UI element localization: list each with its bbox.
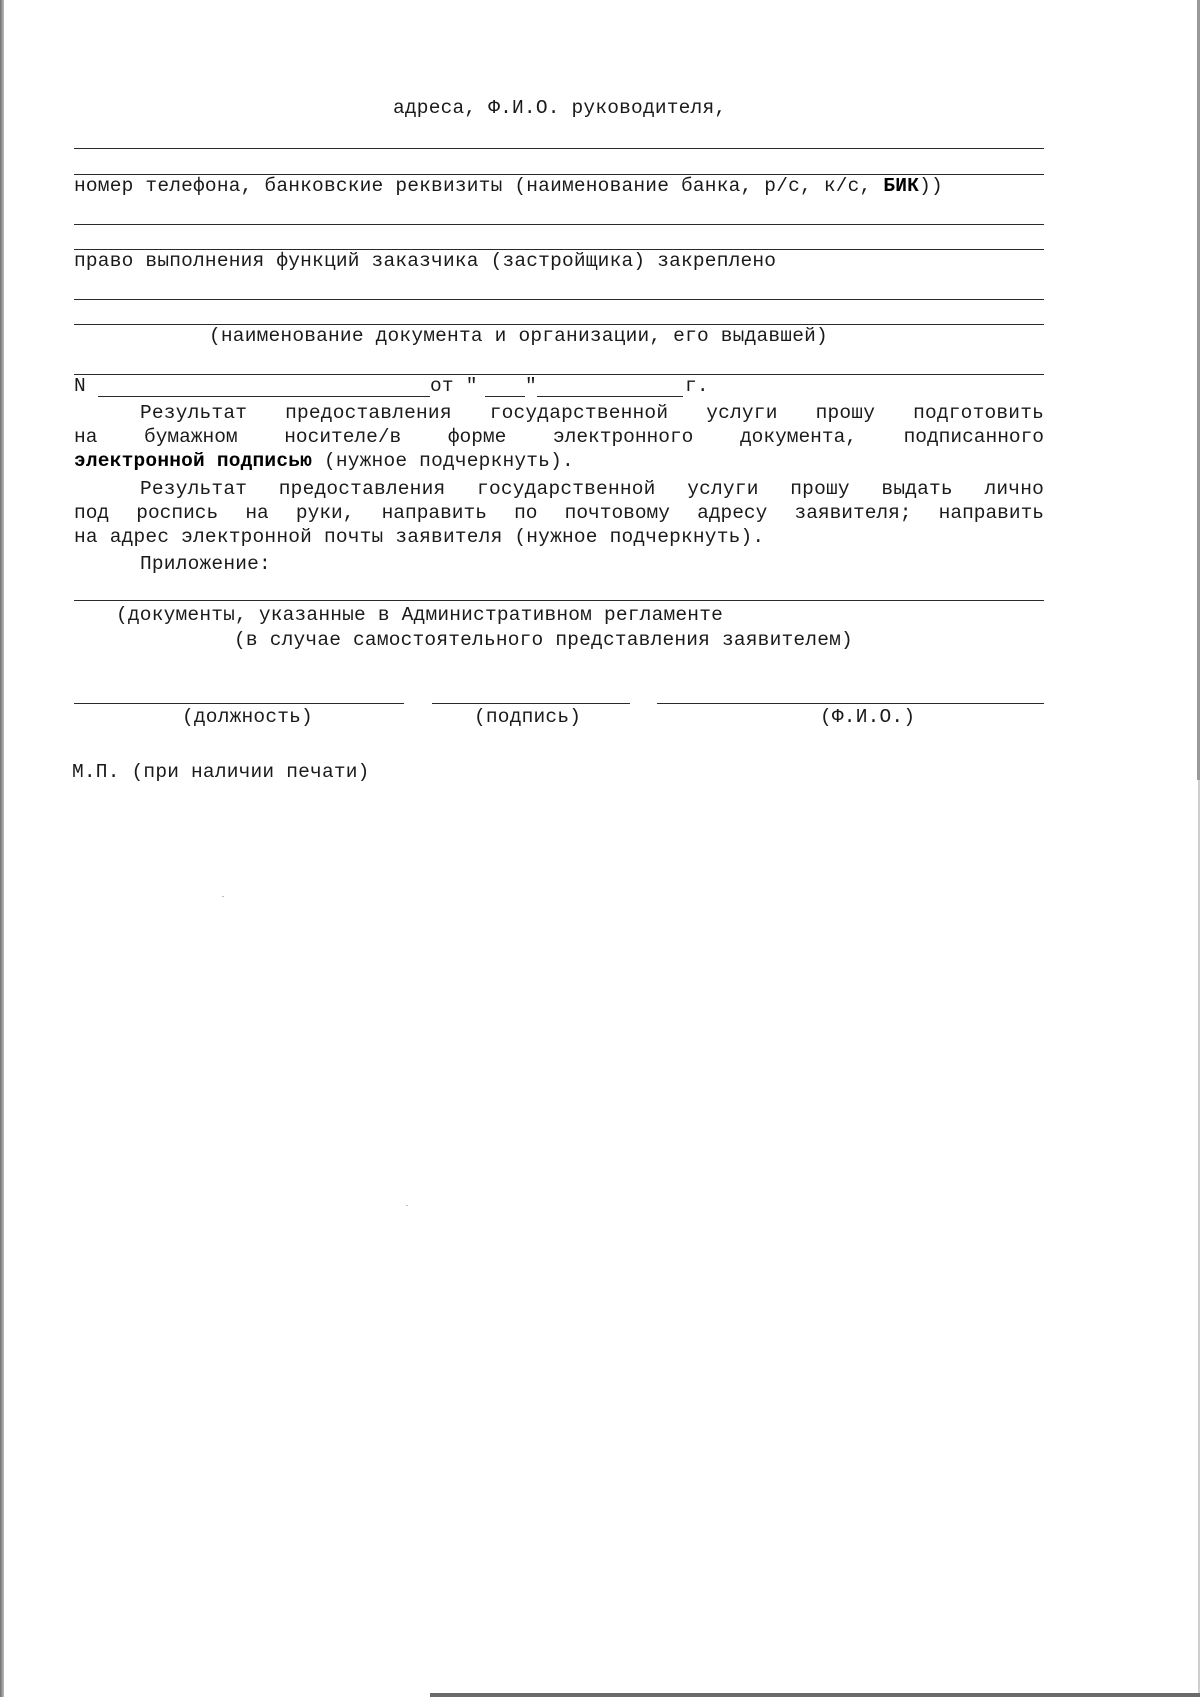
- number-prefix: N: [74, 375, 86, 397]
- year-suffix: г.: [685, 375, 709, 397]
- month-field-line: [537, 396, 683, 397]
- phone-bank-text: номер телефона, банковские реквизиты (наименование банка, р/с, к/с,: [74, 175, 884, 197]
- blank-line-7: [74, 374, 1044, 375]
- stamp-label: М.П. (при наличии печати): [72, 761, 370, 783]
- p1-line1: Результат предоставления государственной услуги прошу подготовить: [140, 402, 1044, 424]
- phone-bank-label: [74, 175, 943, 198]
- position-hint: (должность): [182, 706, 313, 728]
- blank-line-5: [74, 299, 1044, 300]
- signature-hint: (подпись): [474, 706, 582, 728]
- signature-line: [432, 703, 630, 704]
- phone-bank-end: )): [919, 175, 943, 197]
- p2-line1: Результат предоставления государственной услуги прошу выдать лично: [140, 478, 1044, 500]
- blank-line-1: [74, 148, 1044, 149]
- p1-line3-rest: (нужное подчеркнуть).: [312, 450, 574, 472]
- position-line: [74, 703, 404, 704]
- scan-speck: [406, 1205, 408, 1206]
- p2-line1-wrap: [140, 478, 1044, 501]
- p2-line2: под роспись на руки, направить по почтовому адресу заявителя; направить: [74, 502, 1044, 524]
- fio-line: [657, 703, 1044, 704]
- electronic-signature-label: электронной подписью: [74, 450, 313, 472]
- day-field-line: [485, 396, 525, 397]
- scan-edge-left: [0, 0, 4, 1697]
- p1-line2: на бумажном носителе/в форме электронного документа, подписанного: [74, 426, 1044, 448]
- date-from-label: от ": [430, 375, 478, 397]
- customer-right-label: право выполнения функций заказчика (застройщика) закреплено: [74, 250, 777, 272]
- attachment-label: Приложение:: [140, 553, 271, 575]
- docs-hint-line2: (в случае самостоятельного представления заявителем): [234, 629, 853, 651]
- blank-line-3: [74, 224, 1044, 225]
- scan-speck: [222, 896, 224, 897]
- p1-line3: [74, 450, 574, 473]
- doc-name-hint: (наименование документа и организации, его выдавшей): [209, 325, 828, 347]
- address-fio-label: адреса, Ф.И.О. руководителя,: [393, 97, 727, 119]
- docs-hint-line1: (документы, указанные в Административном регламенте: [116, 604, 723, 626]
- bik-label: БИК: [883, 175, 920, 197]
- scan-edge-bottom: [430, 1693, 1200, 1697]
- p1-line1-wrap: [140, 402, 1044, 425]
- fio-hint: (Ф.И.О.): [820, 706, 916, 728]
- p2-line3: на адрес электронной почты заявителя (нужное подчеркнуть).: [74, 526, 765, 548]
- attachment-line: [74, 600, 1044, 601]
- date-quote: ": [525, 375, 537, 397]
- number-field-line: [98, 396, 430, 397]
